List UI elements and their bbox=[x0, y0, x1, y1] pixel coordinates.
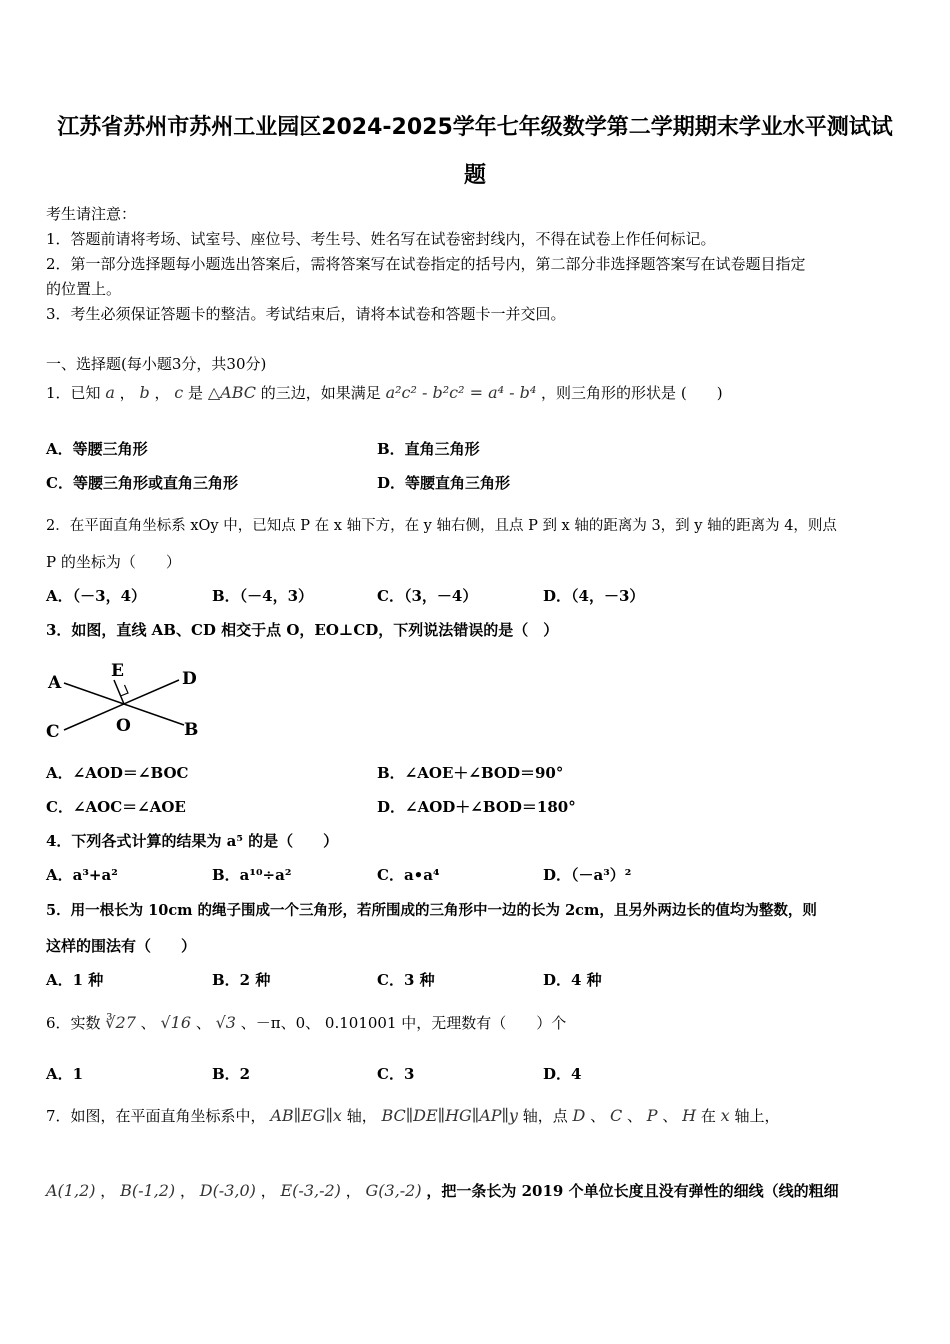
q7-text-tail: ，把一条长为 2019 个单位长度且没有弹性的细线（线的粗细 bbox=[426, 1182, 839, 1200]
section-heading: 一、选择题(每小题3分，共30分) bbox=[46, 355, 267, 373]
label-b: B bbox=[184, 720, 199, 740]
question-6-stem bbox=[46, 1012, 566, 1033]
q1-text-2: 是 bbox=[188, 384, 204, 402]
label-o: O bbox=[116, 716, 131, 736]
q3-figure bbox=[44, 656, 214, 746]
q3-option-a[interactable]: A．∠AOD＝∠BOC bbox=[46, 764, 189, 782]
q7-sep-2: 、 bbox=[626, 1107, 642, 1125]
q1-option-a[interactable]: A．等腰三角形 bbox=[46, 440, 148, 458]
notice-item-1: 1．答题前请将考场、试室号、座位号、考生号、姓名写在试卷密封线内，不得在试卷上作任何标记。 bbox=[46, 230, 716, 248]
q5-option-d[interactable]: D．4 种 bbox=[543, 971, 602, 989]
q7-point-d: D bbox=[572, 1106, 586, 1125]
question-5-stem-2: 这样的围法有（ ） bbox=[46, 937, 197, 955]
question-7-stem-2 bbox=[46, 1180, 839, 1201]
q6-option-b[interactable]: B．2 bbox=[212, 1065, 251, 1083]
q2-option-d[interactable]: D．（4，－3） bbox=[543, 587, 645, 605]
q5-option-b[interactable]: B．2 种 bbox=[212, 971, 271, 989]
q6-sqrt-16: √16 bbox=[160, 1013, 192, 1032]
q7-text-2: 轴， bbox=[346, 1107, 377, 1125]
q7-sep-1: 、 bbox=[590, 1107, 606, 1125]
q7-coord-e: E(-3,-2) bbox=[280, 1181, 341, 1200]
question-2-stem-1: 2．在平面直角坐标系 xOy 中，已知点 P 在 x 轴下方，在 y 轴右侧，且点 P 到 x 轴的距离为 3，到 y 轴的距离为 4，则点 bbox=[46, 518, 837, 534]
label-a: A bbox=[48, 673, 62, 693]
q4-option-a[interactable]: A．a³+a² bbox=[46, 866, 118, 884]
q7-coord-d: D(-3,0) bbox=[199, 1181, 256, 1200]
label-d: D bbox=[182, 669, 197, 689]
q1-text-1: 1．已知 bbox=[46, 384, 101, 402]
q5-option-a[interactable]: A．1 种 bbox=[46, 971, 104, 989]
q7-point-h: H bbox=[682, 1106, 697, 1125]
q1-text-4: ，则三角形的形状是 bbox=[541, 384, 677, 402]
q1-var-b: b bbox=[139, 383, 150, 402]
q6-option-a[interactable]: A．1 bbox=[46, 1065, 84, 1083]
q7-point-p: P bbox=[646, 1106, 658, 1125]
q7-comma-2: ， bbox=[179, 1182, 195, 1200]
q1-var-c: c bbox=[174, 383, 184, 402]
label-c: C bbox=[46, 722, 60, 742]
question-3-stem: 3．如图，直线 AB、CD 相交于点 O，EO⊥CD，下列说法错误的是（ ） bbox=[46, 621, 559, 639]
q3-option-b[interactable]: B．∠AOE＋∠BOD＝90° bbox=[377, 764, 564, 782]
q6-option-c[interactable]: C．3 bbox=[377, 1065, 415, 1083]
notice-item-2-cont: 的位置上。 bbox=[46, 280, 122, 298]
q6-option-d[interactable]: D．4 bbox=[543, 1065, 582, 1083]
q7-comma-1: ， bbox=[100, 1182, 116, 1200]
q7-coord-g: G(3,-2) bbox=[365, 1181, 422, 1200]
q1-var-a: a bbox=[105, 383, 115, 402]
q1-answer-paren: ( ) bbox=[680, 384, 723, 402]
question-4-stem: 4．下列各式计算的结果为 a⁵ 的是（ ） bbox=[46, 832, 339, 850]
q7-comma-3: ， bbox=[260, 1182, 276, 1200]
q7-comma-4: ， bbox=[345, 1182, 361, 1200]
right-angle-mark bbox=[121, 685, 129, 696]
q1-option-b[interactable]: B．直角三角形 bbox=[377, 440, 480, 458]
q6-cube-root-27: ∛27 bbox=[105, 1013, 136, 1032]
q2-option-a[interactable]: A．（－3，4） bbox=[46, 587, 147, 605]
q7-parallel-y: BC∥DE∥HG∥AP∥y bbox=[381, 1106, 518, 1125]
q5-option-c[interactable]: C．3 种 bbox=[377, 971, 435, 989]
q1-option-d[interactable]: D．等腰直角三角形 bbox=[377, 474, 511, 492]
question-5-stem-1: 5．用一根长为 10cm 的绳子围成一个三角形，若所围成的三角形中一边的长为 2cm，且另外两边长的值均为整数，则 bbox=[46, 902, 817, 919]
q3-option-c[interactable]: C．∠AOC＝∠AOE bbox=[46, 798, 186, 816]
q1-sep-1: ， bbox=[119, 384, 135, 402]
q7-coord-b: B(-1,2) bbox=[120, 1181, 176, 1200]
question-2-stem-2: P 的坐标为（ ） bbox=[46, 553, 181, 571]
q4-option-c[interactable]: C．a•a⁴ bbox=[377, 866, 440, 884]
question-1-stem bbox=[46, 382, 723, 403]
notice-heading: 考生请注意： bbox=[46, 205, 137, 223]
q6-text-2: 、－π、0、 0.101001 中，无理数有（ ）个 bbox=[240, 1014, 567, 1032]
q7-text-5: 轴上， bbox=[734, 1107, 780, 1125]
q7-text-4: 在 bbox=[700, 1107, 716, 1125]
q7-parallel-x: AB∥EG∥x bbox=[270, 1106, 342, 1125]
q6-sep-2: 、 bbox=[195, 1014, 211, 1032]
q1-triangle: △ABC bbox=[207, 383, 256, 402]
q7-coord-a: A(1,2) bbox=[46, 1181, 96, 1200]
q7-point-c: C bbox=[609, 1106, 623, 1125]
q1-text-3: 的三边，如果满足 bbox=[260, 384, 381, 402]
q4-option-b[interactable]: B．a¹⁰÷a² bbox=[212, 866, 292, 884]
q3-option-d[interactable]: D．∠AOD＋∠BOD＝180° bbox=[377, 798, 576, 816]
label-e: E bbox=[111, 661, 124, 681]
q7-axis-x: x bbox=[720, 1106, 730, 1125]
q7-text-1: 7．如图，在平面直角坐标系中， bbox=[46, 1107, 266, 1125]
exam-title-line1: 江苏省苏州市苏州工业园区2024-2025学年七年级数学第二学期期末学业水平测试试 bbox=[57, 115, 893, 140]
exam-title-line2: 题 bbox=[463, 163, 486, 188]
q1-sep-2: ， bbox=[154, 384, 170, 402]
q6-sep-1: 、 bbox=[140, 1014, 156, 1032]
q7-text-3: 轴，点 bbox=[522, 1107, 568, 1125]
q2-option-b[interactable]: B．（－4，3） bbox=[212, 587, 314, 605]
question-7-stem-1 bbox=[46, 1105, 779, 1126]
q7-sep-3: 、 bbox=[662, 1107, 678, 1125]
notice-item-3: 3．考生必须保证答题卡的整洁。考试结束后，请将本试卷和答题卡一并交回。 bbox=[46, 305, 566, 323]
q6-sqrt-3: √3 bbox=[215, 1013, 236, 1032]
q1-equation: a²c² - b²c² = a⁴ - b⁴ bbox=[385, 383, 537, 402]
q2-option-c[interactable]: C．（3，－4） bbox=[377, 587, 478, 605]
q6-text-1: 6．实数 bbox=[46, 1014, 101, 1032]
q1-option-c[interactable]: C．等腰三角形或直角三角形 bbox=[46, 474, 238, 492]
notice-item-2: 2．第一部分选择题每小题选出答案后，需将答案写在试卷指定的括号内，第二部分非选择题答案写在试卷题目指定 bbox=[46, 255, 806, 273]
q4-option-d[interactable]: D．（－a³）² bbox=[543, 866, 632, 884]
